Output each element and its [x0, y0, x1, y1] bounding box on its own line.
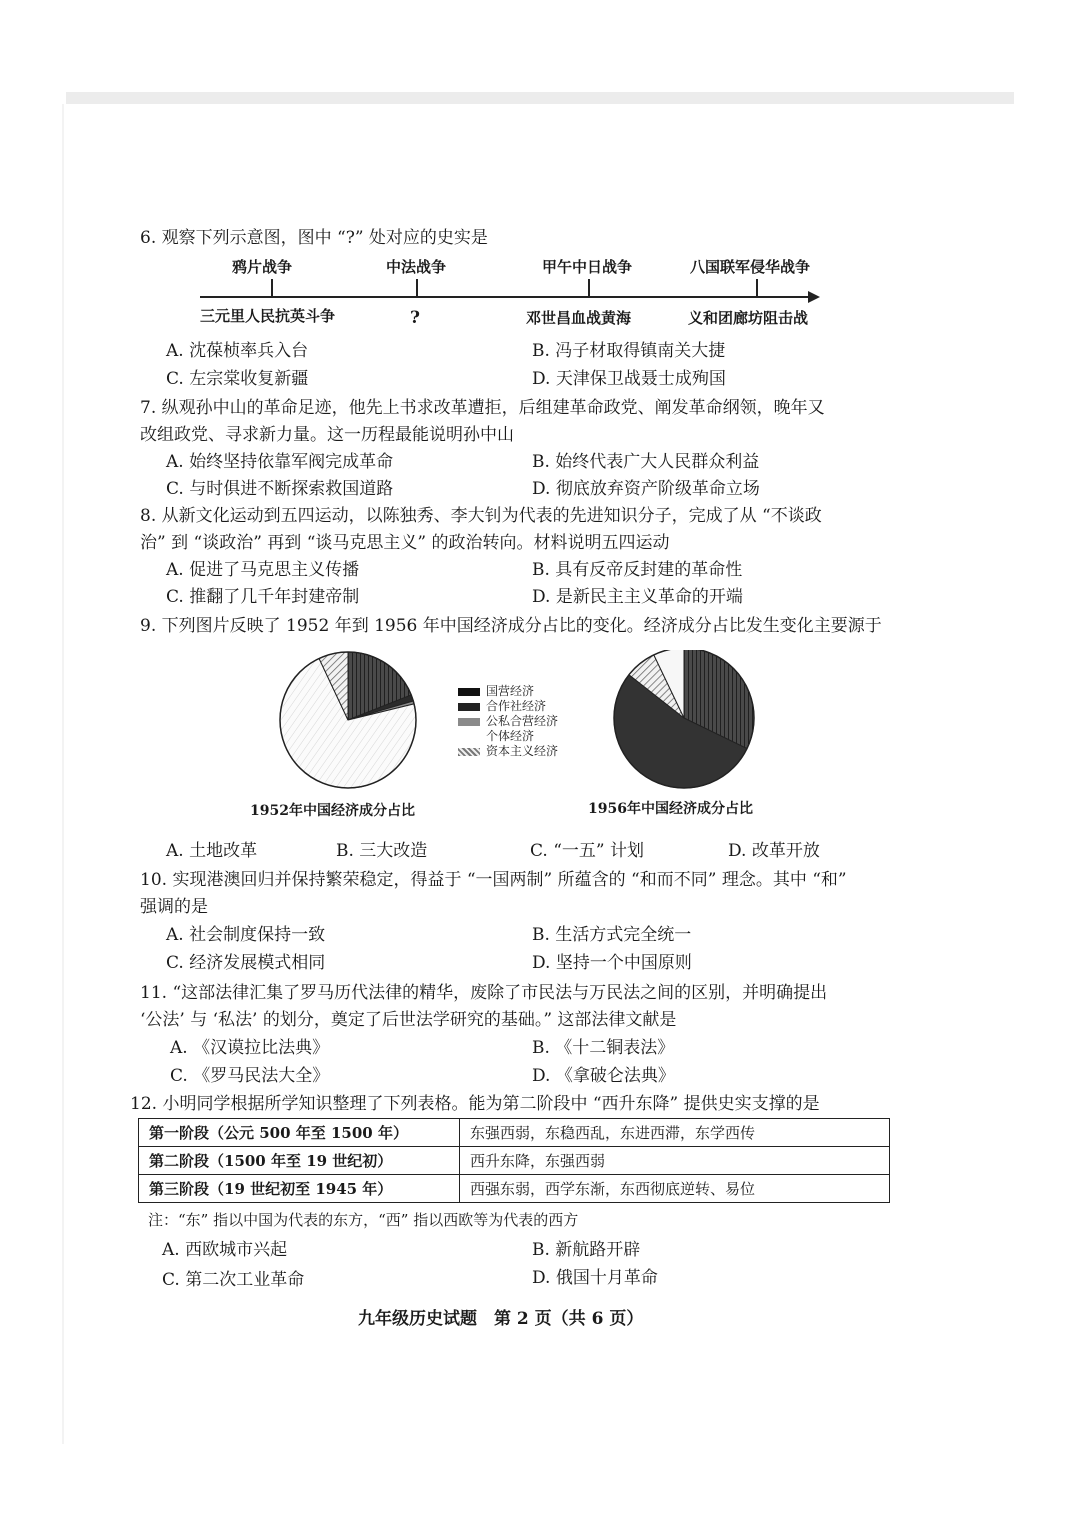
- q7-option-d: D. 彻底放弃资产阶级革命立场: [532, 479, 760, 499]
- q7-option-a: A. 始终坚持依靠军阀完成革命: [166, 452, 394, 472]
- q7-option-b: B. 始终代表广大人民群众利益: [532, 452, 760, 472]
- q11-stem-line1: 11. “这部法律汇集了罗马历代法律的精华，废除了市民法与万民法之间的区别，并明确提出: [140, 983, 828, 1003]
- pie-1956: [614, 650, 754, 788]
- legend-swatch-individual: [458, 733, 480, 741]
- q7-stem-line2: 改组政党、寻求新力量。这一历程最能说明孙中山: [140, 425, 514, 445]
- timeline-top-3: 甲午中日战争: [542, 258, 633, 276]
- table-cell: 第一阶段（公元 500 年至 1500 年）: [139, 1119, 460, 1147]
- q9-option-b: B. 三大改造: [336, 841, 428, 861]
- timeline-bottom-4: 义和团廊坊阻击战: [688, 309, 809, 327]
- q12-stem: 12. 小明同学根据所学知识整理了下列表格。能为第二阶段中 “西升东降” 提供史实支撑的是: [130, 1094, 820, 1114]
- q9-stem: 9. 下列图片反映了 1952 年到 1956 年中国经济成分占比的变化。经济成分占比发生变化主要源于: [140, 616, 882, 636]
- q10-option-b: B. 生活方式完全统一: [532, 925, 692, 945]
- q12-option-b: B. 新航路开辟: [532, 1240, 641, 1260]
- q8-option-d: D. 是新民主主义革命的开端: [532, 587, 743, 607]
- q8-option-a: A. 促进了马克思主义传播: [166, 560, 360, 580]
- stage-table: [138, 1118, 890, 1203]
- q9-option-d: D. 改革开放: [728, 841, 820, 861]
- timeline-axis: [200, 296, 810, 298]
- pie-1952-caption: 1952年中国经济成分占比: [250, 803, 415, 819]
- legend-label-capitalist: 资本主义经济: [486, 744, 559, 758]
- table-cell: 第二阶段（1500 年至 19 世纪初）: [139, 1147, 460, 1175]
- q11-option-c: C. 《罗马民法大全》: [170, 1066, 330, 1086]
- q12-option-a: A. 西欧城市兴起: [162, 1240, 288, 1260]
- timeline-tick: [416, 279, 418, 297]
- q8-option-c: C. 推翻了几千年封建帝制: [166, 587, 360, 607]
- q9-option-c: C. “一五” 计划: [530, 841, 644, 861]
- q8-option-b: B. 具有反帝反封建的革命性: [532, 560, 743, 580]
- q6-option-b: B. 冯子材取得镇南关大捷: [532, 341, 726, 361]
- timeline-bottom-3: 邓世昌血战黄海: [526, 309, 632, 327]
- q8-stem-line2: 治” 到 “谈政治” 再到 “谈马克思主义” 的政治转向。材料说明五四运动: [140, 533, 670, 553]
- q6-stem: 6. 观察下列示意图，图中 “?” 处对应的史实是: [140, 228, 488, 248]
- timeline-bottom-1: 三元里人民抗英斗争: [200, 307, 336, 325]
- q10-stem-line1: 10. 实现港澳回归并保持繁荣稳定，得益于 “一国两制” 所蕴含的 “和而不同” 理念。其中 “和”: [140, 870, 847, 890]
- q12-option-d: D. 俄国十月革命: [532, 1268, 658, 1288]
- legend-swatch-state: [458, 688, 480, 696]
- q10-option-d: D. 坚持一个中国原则: [532, 953, 692, 973]
- timeline-top-2: 中法战争: [386, 258, 447, 276]
- legend-label-joint: 公私合营经济: [486, 714, 559, 728]
- q8-stem-line1: 8. 从新文化运动到五四运动，以陈独秀、李大钊为代表的先进知识分子，完成了从 “不谈政: [140, 506, 822, 526]
- legend-label-individual: 个体经济: [486, 729, 535, 743]
- pie-legend: [458, 684, 558, 759]
- pie-1956-caption: 1956年中国经济成分占比: [588, 801, 753, 817]
- table-cell: 西升东降，东强西弱: [460, 1147, 890, 1175]
- q10-option-c: C. 经济发展模式相同: [166, 953, 326, 973]
- q11-stem-line2: ‘公法’ 与 ‘私法’ 的划分，奠定了后世法学研究的基础。” 这部法律文献是: [140, 1010, 677, 1030]
- table-cell: 第三阶段（19 世纪初至 1945 年）: [139, 1175, 460, 1203]
- timeline-tick: [588, 279, 590, 297]
- timeline-top-4: 八国联军侵华战争: [690, 258, 811, 276]
- legend-swatch-capitalist: [458, 748, 480, 756]
- q11-option-d: D. 《拿破仑法典》: [532, 1066, 675, 1086]
- legend-swatch-coop: [458, 703, 480, 711]
- q11-option-b: B. 《十二铜表法》: [532, 1038, 675, 1058]
- table-row: [139, 1147, 890, 1175]
- q6-option-c: C. 左宗棠收复新疆: [166, 369, 309, 389]
- q10-option-a: A. 社会制度保持一致: [166, 925, 326, 945]
- table-cell: 东强西弱，东稳西乱，东进西滞，东学西传: [460, 1119, 890, 1147]
- scan-top-edge: [66, 92, 1014, 104]
- legend-swatch-joint: [458, 718, 480, 726]
- q11-option-a: A. 《汉谟拉比法典》: [170, 1038, 330, 1058]
- q10-stem-line2: 强调的是: [140, 897, 208, 917]
- timeline-top-1: 鸦片战争: [232, 258, 293, 276]
- q7-option-c: C. 与时俱进不断探索救国道路: [166, 479, 394, 499]
- q6-option-a: A. 沈葆桢率兵入台: [166, 341, 309, 361]
- table-row: [139, 1119, 890, 1147]
- timeline-bottom-2: ?: [410, 308, 420, 328]
- table-row: [139, 1175, 890, 1203]
- q12-option-c: C. 第二次工业革命: [162, 1270, 305, 1290]
- q7-stem-line1: 7. 纵观孙中山的革命足迹，他先上书求改革遭拒，后组建革命政党、阐发革命纲领，晚年又: [140, 398, 825, 418]
- page-footer: 九年级历史试题 第 2 页（共 6 页）: [358, 1309, 644, 1329]
- q9-option-a: A. 土地改革: [166, 841, 258, 861]
- pie-1952: [280, 652, 416, 788]
- legend-label-state: 国营经济: [486, 684, 535, 698]
- timeline-tick: [756, 279, 758, 297]
- timeline-tick: [271, 279, 273, 297]
- timeline-arrow-icon: [808, 291, 820, 303]
- q6-option-d: D. 天津保卫战聂士成殉国: [532, 369, 726, 389]
- legend-label-coop: 合作社经济: [486, 699, 547, 713]
- table-note: 注：“东” 指以中国为代表的东方，“西” 指以西欧等为代表的西方: [148, 1211, 579, 1229]
- table-cell: 西强东弱，西学东渐，东西彻底逆转、易位: [460, 1175, 890, 1203]
